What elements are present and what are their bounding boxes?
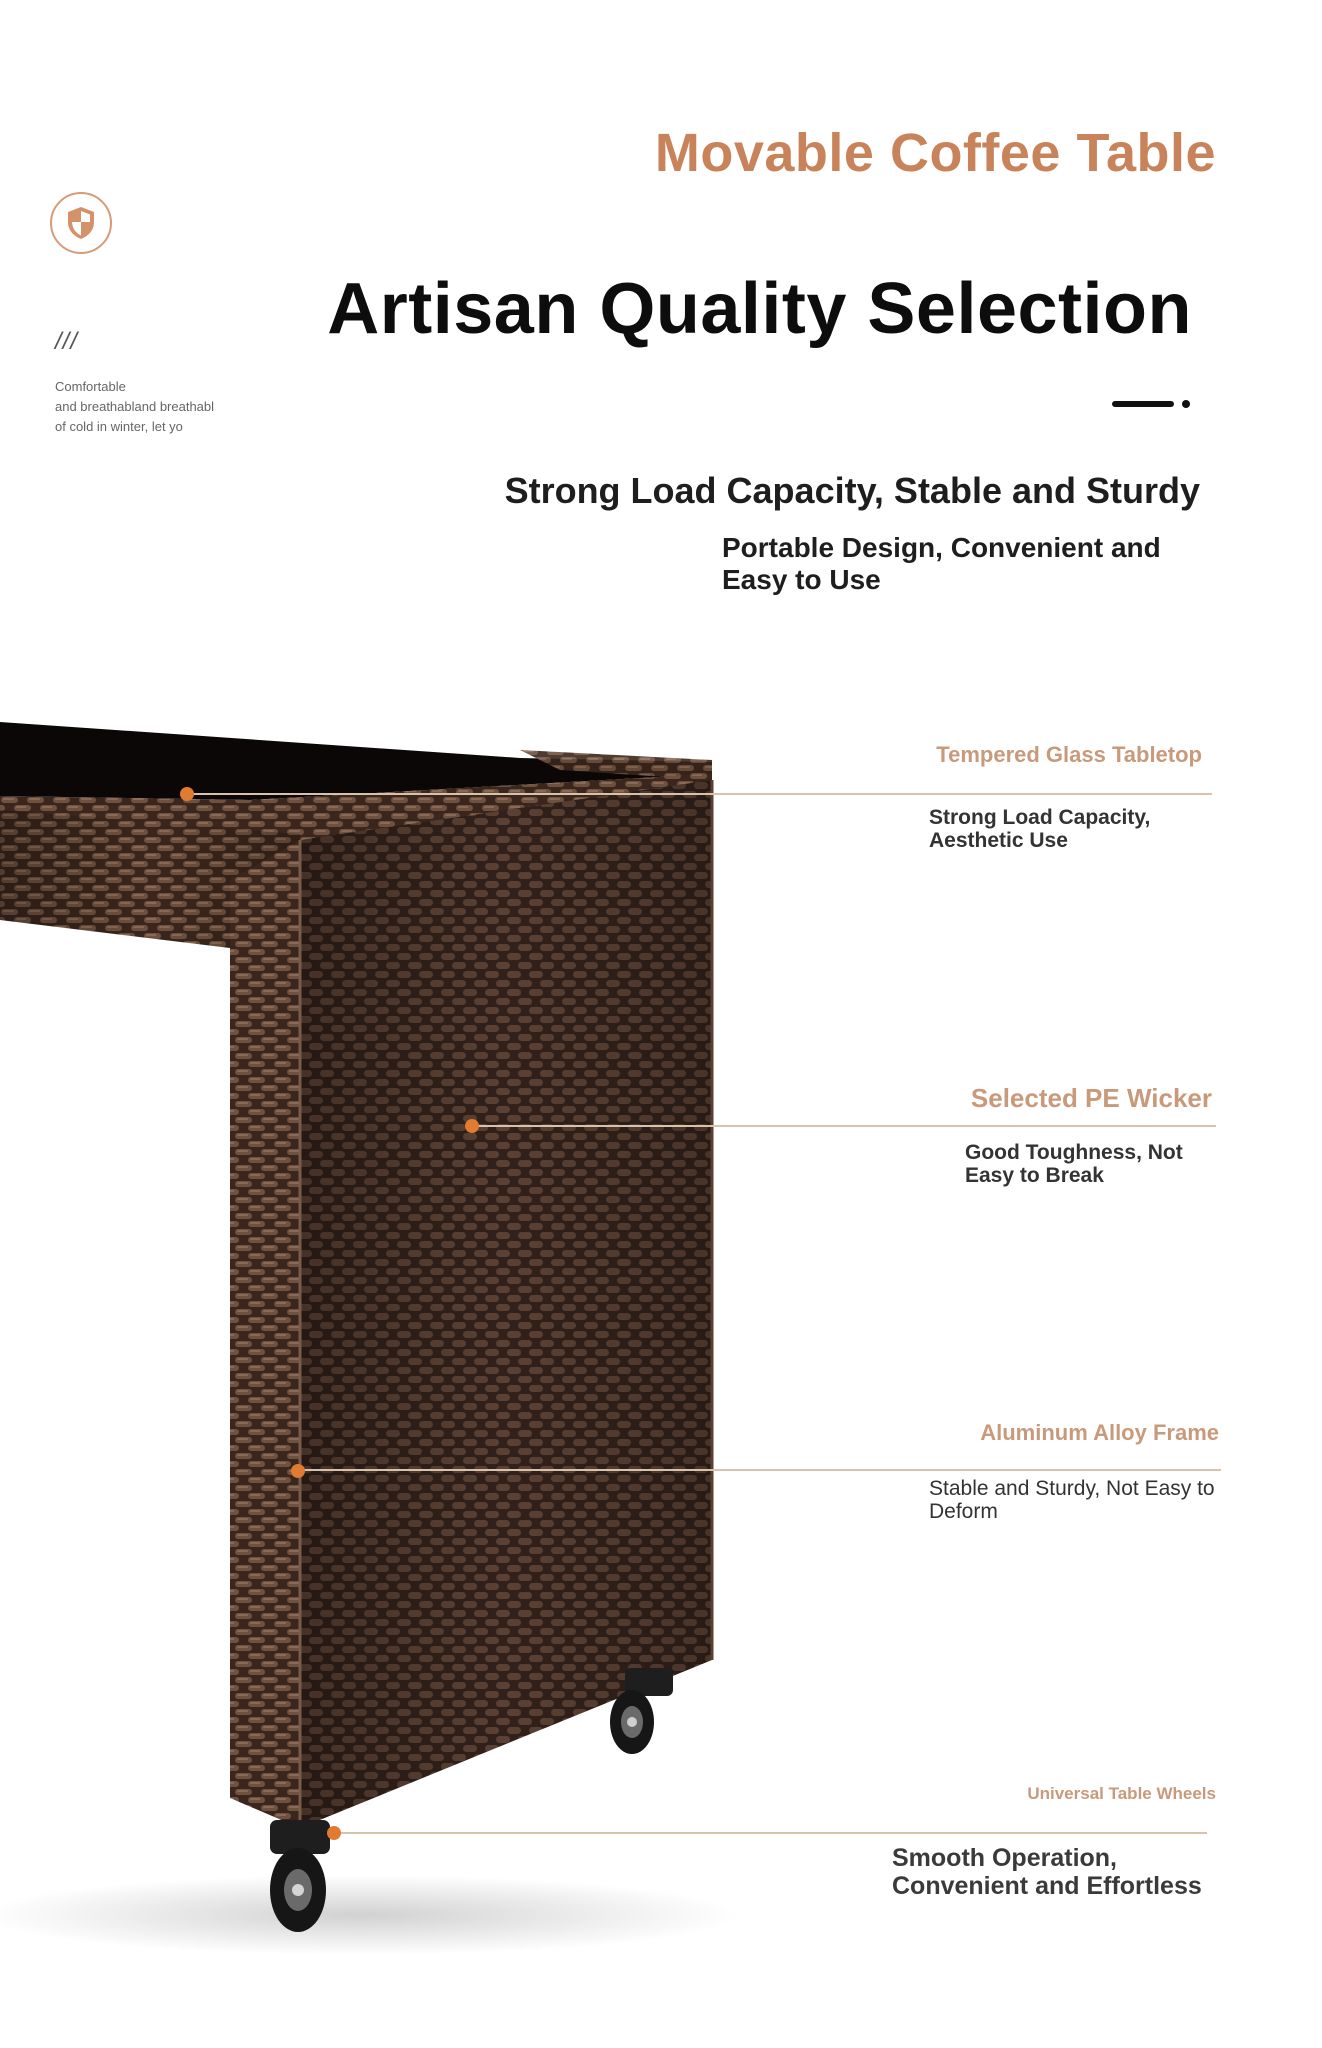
callout-line xyxy=(188,793,1212,795)
product-title: Movable Coffee Table xyxy=(654,123,1216,183)
dash-dot xyxy=(1182,400,1190,408)
subhead-secondary: Portable Design, Convenient and Easy to Use xyxy=(722,532,1161,595)
side-note xyxy=(55,377,245,437)
side-note-line: of cold in winter, let yo xyxy=(55,419,183,434)
callout-line xyxy=(472,1125,1216,1127)
callout-dot xyxy=(465,1119,479,1133)
side-note-line: and breathabland breathabl xyxy=(55,399,215,414)
decorative-dash xyxy=(1112,399,1192,409)
feature-desc: Stable and Sturdy, Not Easy to Deform xyxy=(929,1477,1215,1523)
callout-dot xyxy=(180,787,194,801)
feature-title: Aluminum Alloy Frame xyxy=(980,1420,1219,1445)
callout-line xyxy=(297,1469,1221,1471)
feature-desc: Smooth Operation, Convenient and Effortless xyxy=(892,1844,1202,1900)
dash-line xyxy=(1112,401,1174,407)
callout-dot xyxy=(291,1464,305,1478)
feature-title: Tempered Glass Tabletop xyxy=(936,742,1202,767)
callout-dot xyxy=(327,1826,341,1840)
shield-icon xyxy=(64,205,98,241)
feature-desc: Strong Load Capacity, Aesthetic Use xyxy=(929,806,1151,852)
coffee-table-image xyxy=(0,700,740,1960)
feature-title: Selected PE Wicker xyxy=(970,1083,1212,1113)
side-note-line: Comfortable xyxy=(55,379,126,394)
decorative-slashes: /// xyxy=(55,328,79,355)
feature-desc: Good Toughness, Not Easy to Break xyxy=(965,1141,1183,1187)
shield-badge xyxy=(50,192,112,254)
callout-line xyxy=(334,1832,1207,1834)
subhead: Strong Load Capacity, Stable and Sturdy xyxy=(504,470,1200,511)
headline: Artisan Quality Selection xyxy=(327,269,1192,349)
feature-title: Universal Table Wheels xyxy=(1027,1784,1216,1803)
